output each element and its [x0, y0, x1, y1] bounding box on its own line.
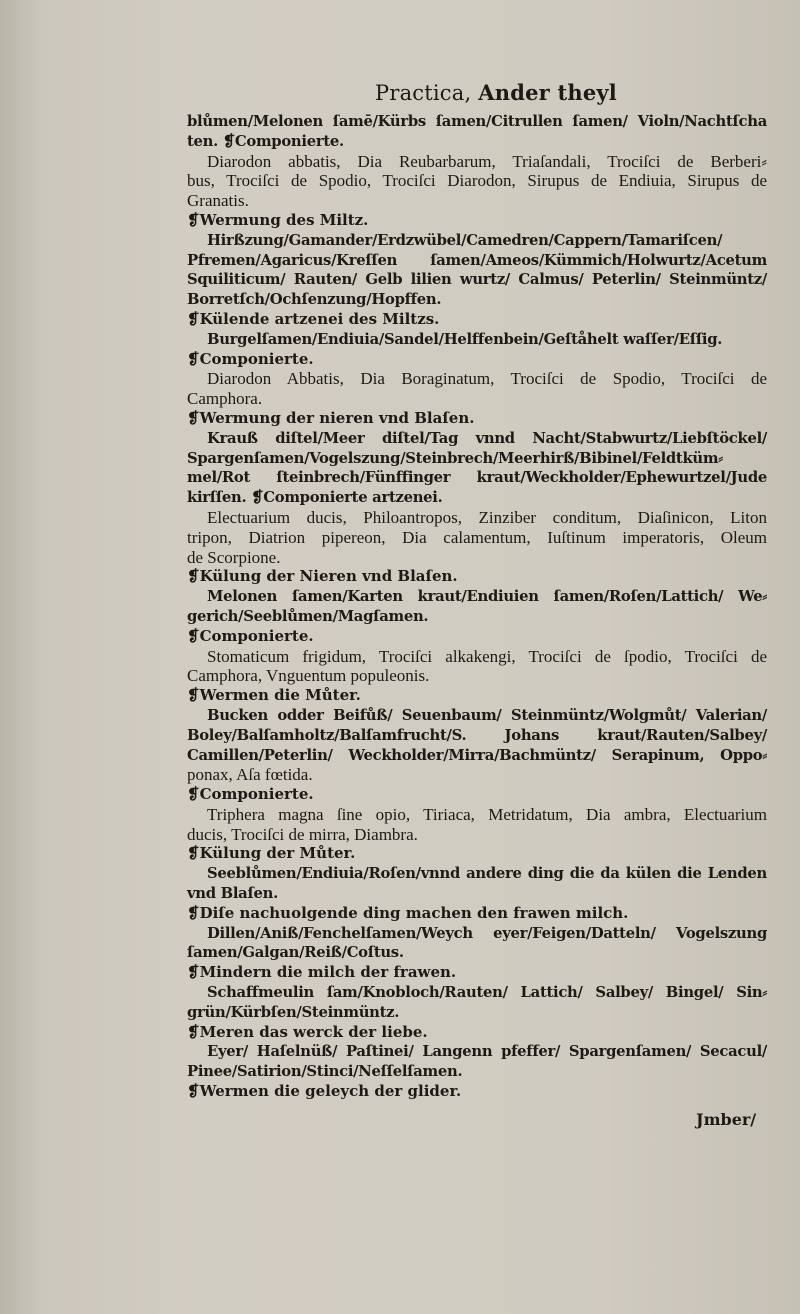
- text-line: blůmen/Melonen ſamē/Kürbs ſamen/Citrullen ſamen/ Violn/Nachtſcha: [187, 113, 767, 130]
- text-line: ducis, Trociſci de mirra, Diambra.: [187, 824, 418, 844]
- text-line: Burgelſamen/Endiuia/Sandel/Helffenbein/Geſtåhelt waſſer/Eſſig.: [207, 330, 723, 348]
- text-line: gerich/Seeblůmen/Magſamen.: [187, 607, 429, 625]
- section-heading: ❡Wermung der nieren vnd Blaſen.: [187, 408, 475, 427]
- text-line: Pfremen/Agaricus/Kreſſen ſamen/Ameos/Kümmich/Holwurtz/Acetum: [187, 251, 767, 269]
- section-heading: ❡Componierte.: [187, 349, 314, 368]
- text-line: Bucken odder Beifůß/ Seuenbaum/ Steinmüntz/Wolgmůt/ Valerian/: [207, 706, 767, 724]
- text-line: Borretſch/Ochſenzung/Hopffen.: [187, 291, 442, 309]
- text-line: grün/Kürbſen/Steinmüntz.: [187, 1003, 400, 1021]
- text-line: vnd Blaſen.: [187, 885, 278, 903]
- text-line: Triphera magna ſine opio, Tiriaca, Metridatum, Dia ambra, Electuarium: [207, 804, 767, 824]
- text-line: Schaffmeulin ſam/Knobloch/Rauten/ Lattich/ Salbey/ Bingel/ Sin⸗: [207, 984, 767, 1002]
- text-line: Diarodon Abbatis, Dia Boraginatum, Trociſci de Spodio, Trociſci de: [207, 369, 767, 389]
- section-heading: ❡Mindern die milch der frawen.: [187, 963, 457, 982]
- section-heading: ❡Külende artzenei des Miltzs.: [187, 309, 440, 328]
- section-heading: ❡Wermen die geleych der glider.: [187, 1082, 462, 1101]
- section-heading: ❡Diſe nachuolgende ding machen den frawen milch.: [187, 903, 629, 922]
- text-line: Camillen/Peterlin/ Weckholder/Mirra/Bachmüntz/ Serapinum, Oppo⸗: [187, 746, 767, 764]
- section-heading: ❡Meren das werck der liebe.: [187, 1022, 428, 1041]
- text-line: Eyer/ Haſelnüß/ Paſtinei/ Langenn pfeffer/ Spargenſamen/ Secacul/: [207, 1043, 767, 1061]
- catchword: Jmber/: [696, 1110, 757, 1129]
- running-header: [375, 80, 617, 105]
- text-line: ſamen/Galgan/Reiß/Coſtus.: [187, 944, 404, 962]
- section-heading: ❡Külung der Můter.: [187, 844, 356, 863]
- text-line: Boley/Balſamholtz/Balſamfrucht/S. Johans kraut/Rauten/Salbey/: [187, 726, 767, 744]
- text-line: Melonen ſamen/Karten kraut/Endiuien ſamen/Roſen/Lattich/ We⸗: [207, 588, 767, 606]
- text-line: de Scorpione.: [187, 547, 281, 567]
- text-line: Diarodon abbatis, Dia Reubarbarum, Triaſandali, Trociſci de Berberi⸗: [207, 151, 767, 171]
- text-line: Camphora.: [187, 389, 263, 409]
- section-heading: ❡Componierte.: [187, 785, 314, 804]
- text-line: tripon, Diatrion pipereon, Dia calamentum, Iuſtinum imperatoris, Oleum: [187, 527, 767, 547]
- header-title-gothic: Ander theyl: [478, 80, 617, 105]
- section-heading: ❡Wermen die Můter.: [187, 686, 361, 705]
- text-line: kirſſen. ❡Componierte artzenei.: [187, 489, 443, 507]
- text-line: Krauß diſtel/Meer diſtel/Tag vnnd Nacht/Stabwurtz/Liebſtöckel/: [207, 429, 767, 447]
- text-line: Spargenſamen/Vogelszung/Steinbrech/Meerhirß/Bibinel/Feldtküm⸗: [187, 449, 723, 467]
- text-line: mel/Rot ſteinbrech/Fünffinger kraut/Weckholder/Ephewurtzel/Jude: [187, 469, 767, 487]
- text-line: Hirßzung/Gamander/Erdzwübel/Camedren/Cappern/Tamariſcen/: [207, 231, 723, 249]
- text-line: Seeblůmen/Endiuia/Roſen/vnnd andere ding die da külen die Lenden: [207, 865, 767, 883]
- text-line: bus, Trociſci de Spodio, Trociſci Diarodon, Sirupus de Endiuia, Sirupus de: [187, 171, 767, 191]
- text-block: [187, 112, 767, 1102]
- header-title-roman: Practica,: [375, 81, 472, 105]
- section-heading: ❡Componierte.: [187, 626, 314, 645]
- text-line: Electuarium ducis, Philoantropos, Zinziber conditum, Diaſinicon, Liton: [207, 507, 767, 527]
- section-heading: ❡Külung der Nieren vnd Blaſen.: [187, 567, 458, 586]
- text-line: Squiliticum/ Rauten/ Gelb lilien wurtz/ Calmus/ Peterlin/ Steinmüntz/: [187, 271, 767, 289]
- text-line: Granatis.: [187, 191, 249, 211]
- text-line: Stomaticum frigidum, Trociſci alkakengi, Trociſci de ſpodio, Trociſci de: [207, 646, 767, 666]
- text-line: ponax, Aſa fœtida.: [187, 765, 313, 785]
- section-heading: ❡Wermung des Miltz.: [187, 210, 369, 229]
- text-line: ten. ❡Componierte.: [187, 132, 344, 150]
- text-line: Dillen/Aniß/Fenchelſamen/Weych eyer/Feigen/Datteln/ Vogelszung: [207, 924, 767, 942]
- text-line: Camphora, Vnguentum populeonis.: [187, 666, 430, 686]
- text-line: Pinee/Satirion/Stinci/Neſſelſamen.: [187, 1063, 463, 1081]
